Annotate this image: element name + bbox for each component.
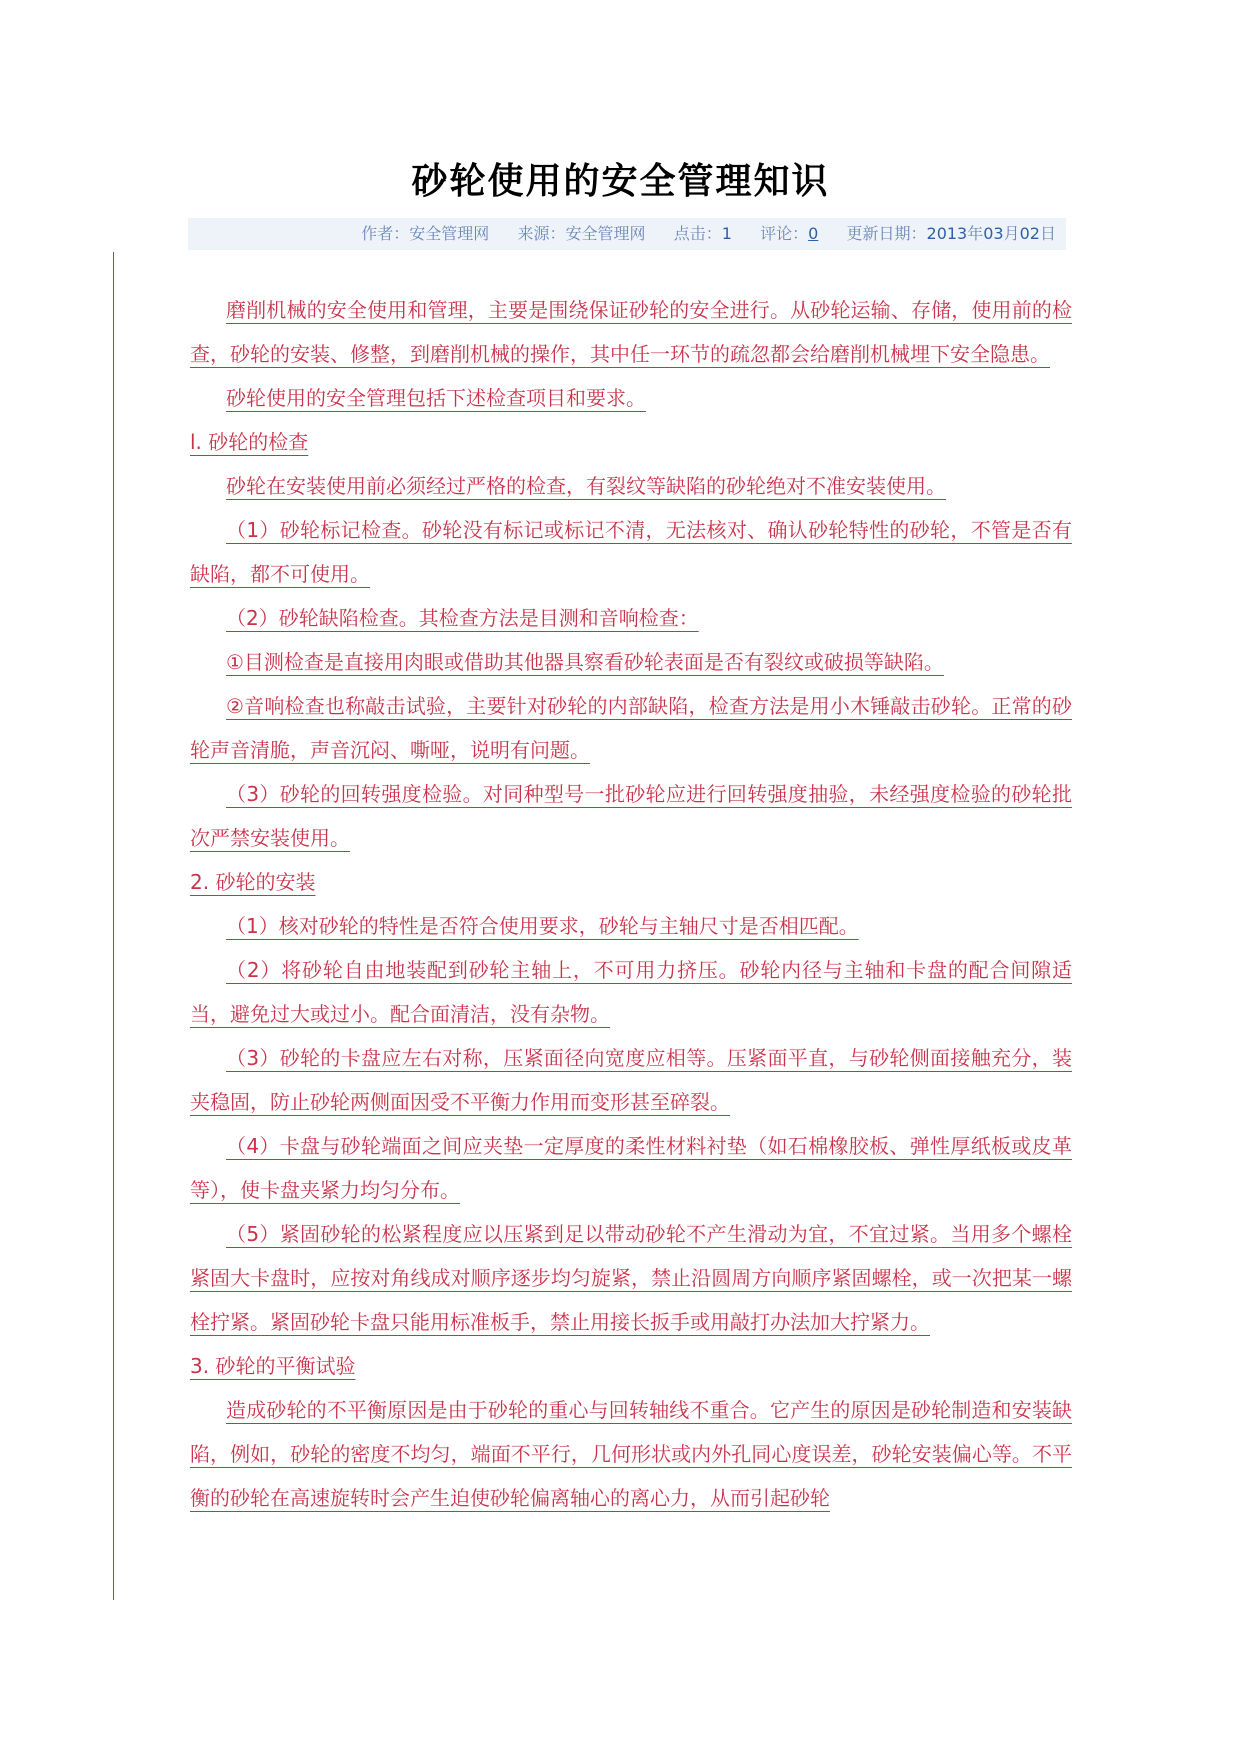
paragraph-marking-check: （1）砂轮标记检查。砂轮没有标记或标记不清，无法核对、确认砂轮特性的砂轮，不管是否有缺陷，都不可使用。 [190,518,1072,586]
paragraph-intro: 磨削机械的安全使用和管理，主要是围绕保证砂轮的安全进行。从砂轮运输、存储，使用前的检查，砂轮的安装、修整，到磨削机械的操作，其中任一环节的疏忽都会给磨削机械埋下安全隐患。 [190,298,1072,366]
source-link[interactable]: 安全管理网 [565,224,646,243]
clicks-label: 点击： [673,224,722,243]
paragraph-inspection-intro: 砂轮在安装使用前必须经过严格的检查，有裂纹等缺陷的砂轮绝对不准安装使用。 [226,474,946,498]
section-heading-inspection: l. 砂轮的检查 [190,430,309,454]
paragraph-visual-check: ①目测检查是直接用肉眼或借助其他器具察看砂轮表面是否有裂纹或破损等缺陷。 [226,650,944,674]
paragraph-install-3: （3）砂轮的卡盘应左右对称，压紧面径向宽度应相等。压紧面平直，与砂轮侧面接触充分，装夹稳固，防止砂轮两侧面因受不平衡力作用而变形甚至碎裂。 [190,1046,1072,1114]
article-title: 砂轮使用的安全管理知识 [411,161,830,202]
paragraph-install-4: （4）卡盘与砂轮端面之间应夹垫一定厚度的柔性材料衬垫（如石棉橡胶板、弹性厚纸板或皮革等），使卡盘夹紧力均匀分布。 [190,1134,1072,1202]
paragraph-sound-check: ②音响检查也称敲击试验，主要针对砂轮的内部缺陷，检查方法是用小木锤敲击砂轮。正常的砂轮声音清脆，声音沉闷、嘶哑，说明有问题。 [190,694,1072,762]
source-label: 来源： [517,224,566,243]
date-month-suffix: 月 [1003,224,1020,243]
section-heading-balance: 3. 砂轮的平衡试验 [190,1354,356,1378]
paragraph-strength-check: （3）砂轮的回转强度检验。对同种型号一批砂轮应进行回转强度抽验，未经强度检验的砂轮批次严禁安装使用。 [190,782,1072,850]
article-meta-bar [188,218,1066,250]
date-year-suffix: 年 [967,224,984,243]
date-day: 02 [1019,224,1040,243]
author-link[interactable]: 安全管理网 [409,224,490,243]
paragraph-install-2: （2）将砂轮自由地装配到砂轮主轴上，不可用力挤压。砂轮内径与主轴和卡盘的配合间隙适当，避免过大或过小。配合面清洁，没有杂物。 [190,958,1072,1026]
date-month: 03 [983,224,1004,243]
clicks-count: 1 [721,224,732,243]
paragraph-balance-intro: 造成砂轮的不平衡原因是由于砂轮的重心与回转轴线不重合。它产生的原因是砂轮制造和安装缺陷，例如，砂轮的密度不均匀，端面不平行，几何形状或内外孔同心度误差，砂轮安装偏心等。不平衡的砂轮在高速旋转时会产生迫使砂轮偏离轴心的离心力，从而引起砂轮 [190,1398,1072,1510]
author-label: 作者： [361,224,410,243]
comments-count-link[interactable]: 0 [808,224,819,243]
article-body [190,288,1072,1520]
revision-margin-line [113,252,114,1600]
paragraph-install-1: （1）核对砂轮的特性是否符合使用要求，砂轮与主轴尺寸是否相匹配。 [226,914,859,938]
date-label: 更新日期： [846,224,927,243]
date-year: 2013 [926,224,968,243]
section-heading-installation: 2. 砂轮的安装 [190,870,316,894]
paragraph-defect-check: （2）砂轮缺陷检查。其检查方法是目测和音响检查： [226,606,699,630]
paragraph-install-5: （5）紧固砂轮的松紧程度应以压紧到足以带动砂轮不产生滑动为宜，不宜过紧。当用多个螺栓紧固大卡盘时，应按对角线成对顺序逐步均匀旋紧，禁止沿圆周方向顺序紧固螺栓，或一次把某一螺栓拧紧。紧固砂轮卡盘只能用标准板手，禁止用接长扳手或用敲打办法加大拧紧力。 [190,1222,1072,1334]
paragraph-overview: 砂轮使用的安全管理包括下述检查项目和要求。 [226,386,646,410]
date-day-suffix: 日 [1039,224,1056,243]
comments-label: 评论： [760,224,809,243]
